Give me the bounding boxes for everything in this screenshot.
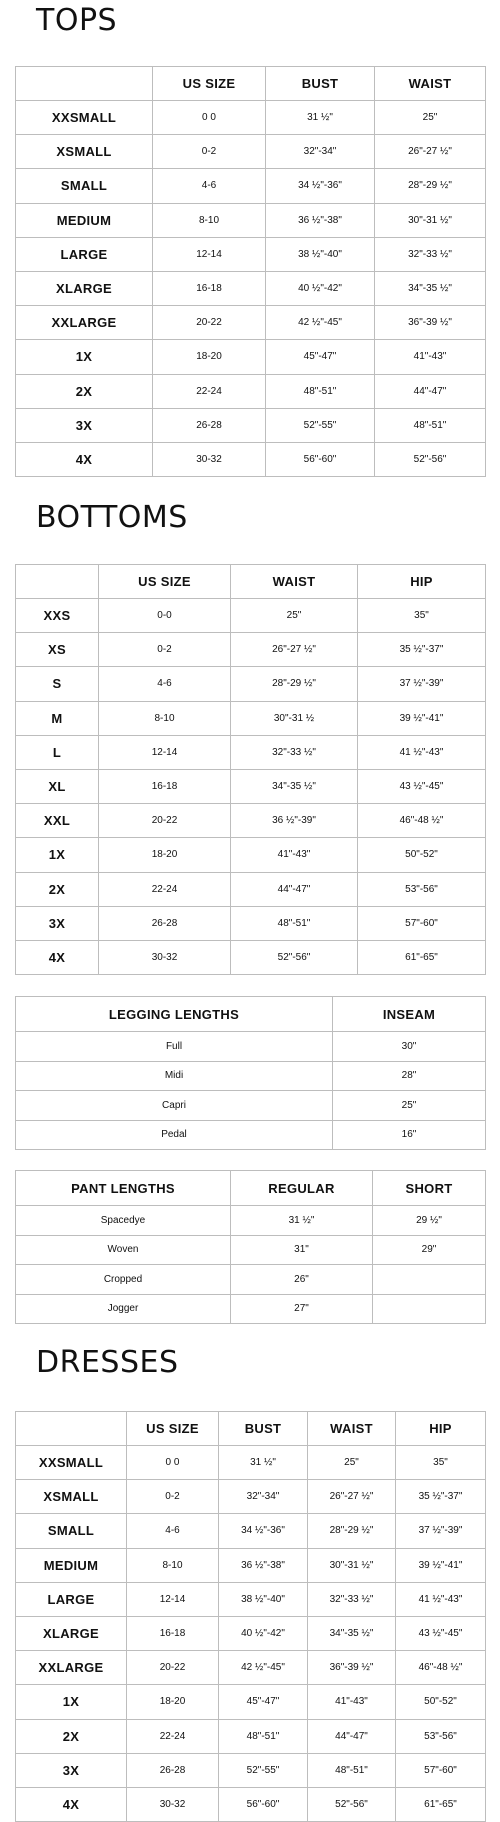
table-cell: 35 ½"-37" (358, 633, 486, 667)
row-label: MEDIUM (16, 203, 153, 237)
table-cell: 30"-31 ½ (231, 701, 358, 735)
table-cell: 43 ½"-45" (396, 1616, 486, 1650)
table-row (16, 872, 486, 906)
row-label: 2X (16, 872, 99, 906)
table-cell: 44"-47" (375, 374, 486, 408)
dresses-title: DRESSES (36, 1345, 179, 1380)
table-row (16, 735, 486, 769)
table-cell: 41"-43" (375, 340, 486, 374)
table-cell: 25" (375, 101, 486, 135)
table-cell: 44"-47" (231, 872, 358, 906)
table-cell: 0 0 (127, 1446, 219, 1480)
table-cell: 30-32 (99, 940, 231, 974)
column-header-bust: BUST (219, 1412, 308, 1446)
table-cell: 20-22 (153, 306, 266, 340)
table-cell: 26-28 (153, 408, 266, 442)
bottoms-title: BOTTOMS (36, 500, 188, 535)
table-row (16, 442, 486, 476)
table-row (16, 1787, 486, 1821)
row-label: 3X (16, 1753, 127, 1787)
table-cell: 4-6 (153, 169, 266, 203)
table-header-row (16, 67, 486, 101)
table-cell: 32"-34" (266, 135, 375, 169)
table-cell: 26"-27 ½" (231, 633, 358, 667)
table-row (16, 701, 486, 735)
table-cell: 36 ½"-38" (219, 1548, 308, 1582)
table-row (16, 203, 486, 237)
table-cell: 45"-47" (219, 1685, 308, 1719)
row-label: Midi (16, 1061, 333, 1091)
table-cell: 36"-39 ½" (308, 1651, 396, 1685)
table-row (16, 940, 486, 974)
row-label: 4X (16, 442, 153, 476)
row-label: XLARGE (16, 1616, 127, 1650)
table-cell: 37 ½"-39" (396, 1514, 486, 1548)
table-header-row (16, 997, 486, 1032)
table-cell: 0 0 (153, 101, 266, 135)
table-cell: 25" (231, 599, 358, 633)
table-row (16, 599, 486, 633)
row-label: LARGE (16, 1582, 127, 1616)
bottoms-size-table (15, 564, 486, 975)
row-label: L (16, 735, 99, 769)
column-header-hip: HIP (358, 565, 486, 599)
table-cell: 61"-65" (396, 1787, 486, 1821)
table-cell: 0-2 (153, 135, 266, 169)
row-label: SMALL (16, 169, 153, 203)
table-cell: 41"-43" (231, 838, 358, 872)
row-label: 3X (16, 408, 153, 442)
table-cell: 35" (358, 599, 486, 633)
table-row (16, 169, 486, 203)
table-row (16, 340, 486, 374)
table-cell: 31 ½" (231, 1206, 373, 1236)
table-cell: 42 ½"-45" (219, 1651, 308, 1685)
table-cell: 56"-60" (219, 1787, 308, 1821)
table-row (16, 101, 486, 135)
table-row (16, 306, 486, 340)
table-cell: 18-20 (99, 838, 231, 872)
table-cell: 26"-27 ½" (375, 135, 486, 169)
row-label: Spacedye (16, 1206, 231, 1236)
table-cell: 18-20 (153, 340, 266, 374)
table-cell: 42 ½"-45" (266, 306, 375, 340)
row-label: Cropped (16, 1265, 231, 1295)
tops-title: TOPS (36, 3, 118, 38)
table-cell: 26" (231, 1265, 373, 1295)
row-label: 1X (16, 838, 99, 872)
table-row (16, 1446, 486, 1480)
table-row (16, 237, 486, 271)
table-cell: 12-14 (153, 237, 266, 271)
table-cell: 40 ½"-42" (266, 271, 375, 305)
row-label: 3X (16, 906, 99, 940)
column-header-inseam: INSEAM (333, 997, 486, 1032)
table-cell: 34"-35 ½" (375, 271, 486, 305)
table-row (16, 1061, 486, 1091)
table-cell: 30"-31 ½" (308, 1548, 396, 1582)
column-header-us-size: US SIZE (127, 1412, 219, 1446)
table-row (16, 906, 486, 940)
row-label: 1X (16, 340, 153, 374)
table-cell: 25" (333, 1091, 486, 1121)
table-row (16, 1480, 486, 1514)
table-cell: 39 ½"-41" (396, 1548, 486, 1582)
table-cell: 28"-29 ½" (231, 667, 358, 701)
table-cell: 37 ½"-39" (358, 667, 486, 701)
column-header-short: SHORT (373, 1171, 486, 1206)
column-header-pant-lengths: PANT LENGTHS (16, 1171, 231, 1206)
row-label: Jogger (16, 1294, 231, 1324)
row-label: 4X (16, 940, 99, 974)
table-cell: 48"-51" (375, 408, 486, 442)
row-label: MEDIUM (16, 1548, 127, 1582)
table-cell: 38 ½"-40" (266, 237, 375, 271)
table-cell: 12-14 (99, 735, 231, 769)
table-cell: 18-20 (127, 1685, 219, 1719)
table-row (16, 271, 486, 305)
table-cell: 0-2 (127, 1480, 219, 1514)
table-row (16, 1719, 486, 1753)
table-row (16, 838, 486, 872)
table-row (16, 1685, 486, 1719)
table-row (16, 374, 486, 408)
table-row (16, 1265, 486, 1295)
row-label: Pedal (16, 1120, 333, 1150)
table-cell: 34"-35 ½" (231, 769, 358, 803)
table-cell: 0-0 (99, 599, 231, 633)
table-row (16, 1548, 486, 1582)
table-cell: 48"-51" (219, 1719, 308, 1753)
table-cell: 26-28 (127, 1753, 219, 1787)
table-cell: 52"-56" (308, 1787, 396, 1821)
row-label: XXLARGE (16, 306, 153, 340)
row-label: XXSMALL (16, 101, 153, 135)
table-cell: 8-10 (153, 203, 266, 237)
row-label: Capri (16, 1091, 333, 1121)
row-label: LARGE (16, 237, 153, 271)
table-cell: 34 ½"-36" (266, 169, 375, 203)
table-cell: 48"-51" (266, 374, 375, 408)
table-cell: 22-24 (153, 374, 266, 408)
table-cell: 20-22 (127, 1651, 219, 1685)
table-cell: 31" (231, 1235, 373, 1265)
table-cell: 16-18 (127, 1616, 219, 1650)
table-cell: 16-18 (153, 271, 266, 305)
table-row (16, 1206, 486, 1236)
table-cell: 45"-47" (266, 340, 375, 374)
column-header-legging-lengths: LEGGING LENGTHS (16, 997, 333, 1032)
table-cell: 30"-31 ½" (375, 203, 486, 237)
table-cell: 28"-29 ½" (375, 169, 486, 203)
table-cell: 8-10 (99, 701, 231, 735)
row-label: 4X (16, 1787, 127, 1821)
table-row (16, 135, 486, 169)
table-cell: 32"-34" (219, 1480, 308, 1514)
table-cell: 41"-43" (308, 1685, 396, 1719)
table-cell: 30" (333, 1032, 486, 1062)
table-cell: 25" (308, 1446, 396, 1480)
row-label: S (16, 667, 99, 701)
table-cell: 53"-56" (358, 872, 486, 906)
table-cell: 41 ½"-43" (396, 1582, 486, 1616)
column-header-waist: WAIST (231, 565, 358, 599)
row-label: XXS (16, 599, 99, 633)
table-cell: 35 ½"-37" (396, 1480, 486, 1514)
row-label: Woven (16, 1235, 231, 1265)
column-header-blank (16, 565, 99, 599)
row-label: M (16, 701, 99, 735)
table-cell: 32"-33 ½" (231, 735, 358, 769)
row-label: XXLARGE (16, 1651, 127, 1685)
table-cell: 50"-52" (358, 838, 486, 872)
table-row (16, 667, 486, 701)
table-cell: 41 ½"-43" (358, 735, 486, 769)
column-header-bust: BUST (266, 67, 375, 101)
table-cell: 52"-56" (375, 442, 486, 476)
table-cell: 48"-51" (308, 1753, 396, 1787)
table-row (16, 408, 486, 442)
table-cell: 22-24 (99, 872, 231, 906)
table-cell: 29 ½" (373, 1206, 486, 1236)
table-cell (373, 1294, 486, 1324)
table-cell: 31 ½" (219, 1446, 308, 1480)
table-row (16, 769, 486, 803)
row-label: XSMALL (16, 1480, 127, 1514)
table-row (16, 1582, 486, 1616)
table-cell: 44"-47" (308, 1719, 396, 1753)
column-header-blank (16, 67, 153, 101)
table-cell: 30-32 (153, 442, 266, 476)
row-label: 2X (16, 374, 153, 408)
legging-lengths-table (15, 996, 486, 1150)
table-row (16, 1294, 486, 1324)
table-cell: 0-2 (99, 633, 231, 667)
table-cell: 28"-29 ½" (308, 1514, 396, 1548)
table-cell: 50"-52" (396, 1685, 486, 1719)
table-cell: 52"-55" (266, 408, 375, 442)
row-label: 1X (16, 1685, 127, 1719)
table-cell: 48"-51" (231, 906, 358, 940)
table-cell: 4-6 (99, 667, 231, 701)
table-row (16, 1032, 486, 1062)
table-cell: 46"-48 ½" (396, 1651, 486, 1685)
row-label: Full (16, 1032, 333, 1062)
table-row (16, 1091, 486, 1121)
column-header-regular: REGULAR (231, 1171, 373, 1206)
table-cell: 32"-33 ½" (308, 1582, 396, 1616)
column-header-waist: WAIST (308, 1412, 396, 1446)
table-cell: 61"-65" (358, 940, 486, 974)
table-cell: 26"-27 ½" (308, 1480, 396, 1514)
table-cell: 40 ½"-42" (219, 1616, 308, 1650)
row-label: XLARGE (16, 271, 153, 305)
table-cell: 30-32 (127, 1787, 219, 1821)
column-header-waist: WAIST (375, 67, 486, 101)
table-cell: 31 ½" (266, 101, 375, 135)
table-cell: 38 ½"-40" (219, 1582, 308, 1616)
table-row (16, 1235, 486, 1265)
table-cell: 39 ½"-41" (358, 701, 486, 735)
row-label: XXL (16, 804, 99, 838)
table-row (16, 804, 486, 838)
table-row (16, 1514, 486, 1548)
pant-lengths-table (15, 1170, 486, 1324)
table-cell: 29" (373, 1235, 486, 1265)
row-label: 2X (16, 1719, 127, 1753)
row-label: XSMALL (16, 135, 153, 169)
row-label: SMALL (16, 1514, 127, 1548)
table-cell: 34"-35 ½" (308, 1616, 396, 1650)
row-label: XL (16, 769, 99, 803)
table-cell: 22-24 (127, 1719, 219, 1753)
table-cell: 35" (396, 1446, 486, 1480)
table-row (16, 1120, 486, 1150)
column-header-hip: HIP (396, 1412, 486, 1446)
row-label: XXSMALL (16, 1446, 127, 1480)
table-cell: 32"-33 ½" (375, 237, 486, 271)
table-row (16, 1651, 486, 1685)
table-header-row (16, 1412, 486, 1446)
table-cell: 53"-56" (396, 1719, 486, 1753)
row-label: XS (16, 633, 99, 667)
table-row (16, 633, 486, 667)
table-cell: 8-10 (127, 1548, 219, 1582)
table-cell: 26-28 (99, 906, 231, 940)
table-cell: 20-22 (99, 804, 231, 838)
table-header-row (16, 1171, 486, 1206)
table-cell: 34 ½"-36" (219, 1514, 308, 1548)
table-cell: 36 ½"-39" (231, 804, 358, 838)
tops-size-table (15, 66, 486, 477)
dresses-size-table (15, 1411, 486, 1822)
table-cell: 52"-55" (219, 1753, 308, 1787)
table-row (16, 1616, 486, 1650)
table-cell: 57"-60" (396, 1753, 486, 1787)
table-cell: 36"-39 ½" (375, 306, 486, 340)
table-cell: 16-18 (99, 769, 231, 803)
column-header-blank (16, 1412, 127, 1446)
table-cell: 36 ½"-38" (266, 203, 375, 237)
table-cell: 57"-60" (358, 906, 486, 940)
table-cell: 52"-56" (231, 940, 358, 974)
column-header-us-size: US SIZE (99, 565, 231, 599)
table-header-row (16, 565, 486, 599)
table-cell (373, 1265, 486, 1295)
table-cell: 12-14 (127, 1582, 219, 1616)
table-cell: 4-6 (127, 1514, 219, 1548)
table-row (16, 1753, 486, 1787)
table-cell: 27" (231, 1294, 373, 1324)
table-cell: 46"-48 ½" (358, 804, 486, 838)
column-header-us-size: US SIZE (153, 67, 266, 101)
table-cell: 43 ½"-45" (358, 769, 486, 803)
table-cell: 28" (333, 1061, 486, 1091)
table-cell: 16" (333, 1120, 486, 1150)
table-cell: 56"-60" (266, 442, 375, 476)
